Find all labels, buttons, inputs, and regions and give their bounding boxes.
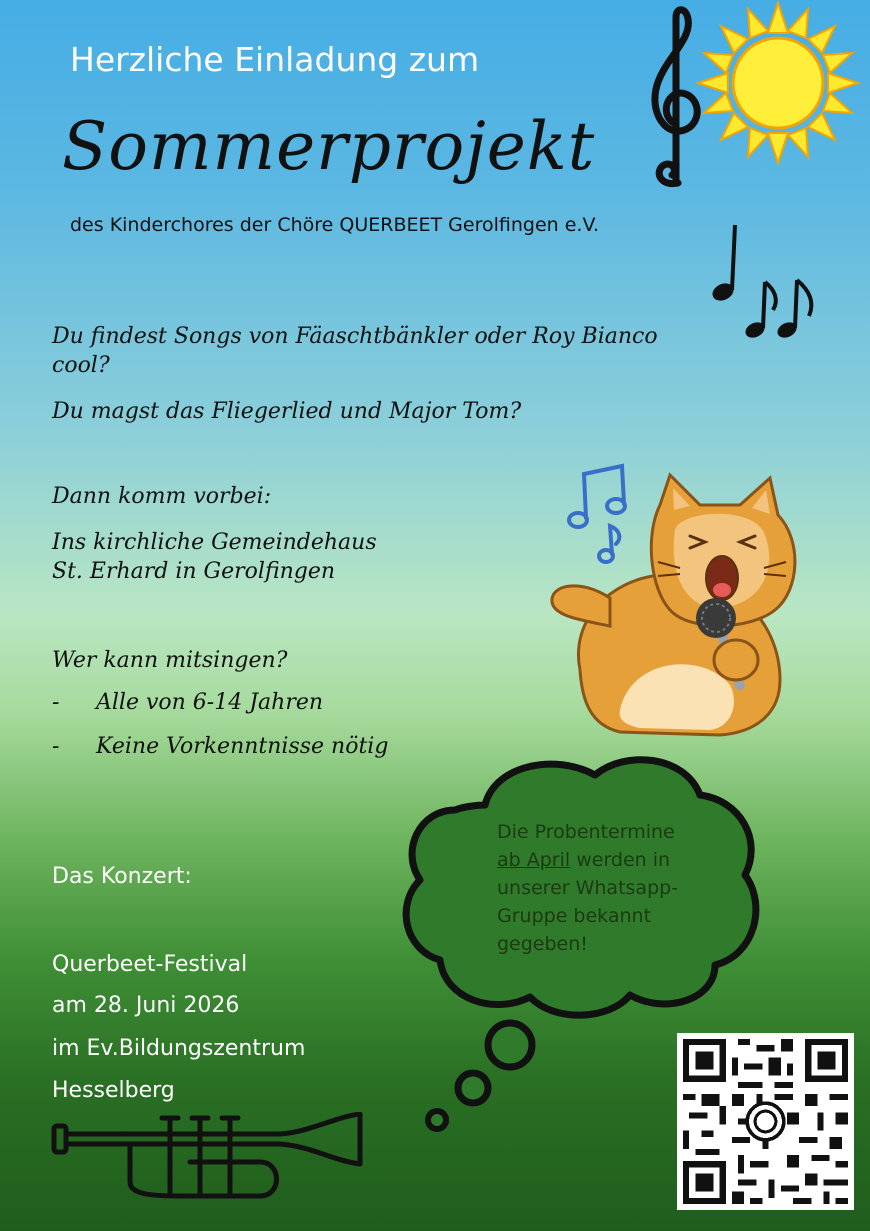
qr-code-icon <box>677 1033 854 1210</box>
page-title: Sommerprojekt <box>62 108 596 185</box>
sun-icon <box>690 0 870 165</box>
question-songs: Du findest Songs von Fäaschtbänkler oder Roy Bianco cool? <box>52 324 658 378</box>
ab-april-underline: ab April <box>497 849 571 871</box>
bullet-dash: - <box>52 734 60 759</box>
bullet-dash: - <box>52 690 60 715</box>
list-item: Alle von 6-14 Jahren <box>96 690 324 715</box>
who-can-sing-heading: Wer kann mitsingen? <box>52 648 288 673</box>
list-item: Keine Vorkenntnisse nötig <box>96 734 389 759</box>
trumpet-icon <box>50 1112 370 1212</box>
concert-line: Querbeet-Festival <box>52 952 248 977</box>
cloud-line: Gruppe bekannt <box>497 905 652 927</box>
rehearsal-dates-note <box>497 818 727 958</box>
qr-code[interactable] <box>677 1033 854 1210</box>
cloud-line: Die Probentermine <box>497 821 675 843</box>
question-fliegerlied: Du magst das Fliegerlied und Major Tom? <box>52 399 522 424</box>
location-line-1: Ins kirchliche Gemeindehaus <box>52 530 377 555</box>
cloud-line-rest: werden in <box>570 849 671 871</box>
treble-clef-icon <box>640 5 710 195</box>
music-notes-icon <box>705 220 825 350</box>
invite-line: Herzliche Einladung zum <box>70 40 480 79</box>
location-line-2: St. Erhard in Gerolfingen <box>52 559 336 584</box>
cloud-line: unserer Whatsapp- <box>497 877 679 899</box>
come-by-heading: Dann komm vorbei: <box>52 484 272 509</box>
concert-line: Hesselberg <box>52 1078 175 1103</box>
concert-line: im Ev.Bildungszentrum <box>52 1036 306 1061</box>
subtitle: des Kinderchores der Chöre QUERBEET Gerolfingen e.V. <box>70 214 600 236</box>
concert-date: am 28. Juni 2026 <box>52 993 240 1018</box>
concert-heading: Das Konzert: <box>52 864 192 889</box>
cloud-line <box>497 846 727 874</box>
singing-cat-illustration <box>540 470 815 740</box>
cloud-line: gegeben! <box>497 933 588 955</box>
